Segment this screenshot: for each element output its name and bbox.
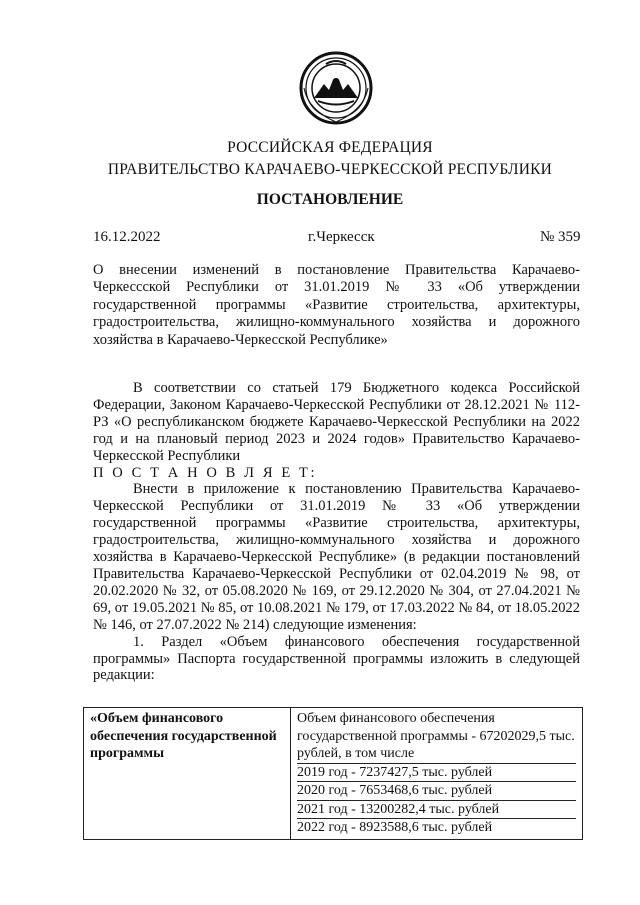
funding-2021-line: 2021 год - 13200282,4 тыс. рублей — [297, 801, 576, 820]
table-label-cell: «Объем финансового обеспечения государственной программы — [84, 708, 291, 840]
document-body — [93, 380, 580, 684]
country-heading: РОССИЙСКАЯ ФЕДЕРАЦИЯ — [227, 139, 433, 156]
table-value-cell — [291, 708, 583, 840]
funding-2022-line: 2022 год - 8923588,6 тыс. рублей — [297, 820, 493, 835]
document-date: 16.12.2022 — [93, 229, 161, 245]
coat-of-arms-icon — [298, 50, 374, 126]
funding-2020-line: 2020 год - 7653468,6 тыс. рублей — [297, 782, 576, 801]
total-funding-line: Объем финансового обеспечения государственной программы - 67202029,5 тыс. рублей, в том числе — [297, 710, 576, 764]
preamble-paragraph: В соответствии со статьей 179 Бюджетного кодекса Российской Федерации, Законом Карачаево-Черкесской Республики от 28.12.2021 № 112-РЗ «О республиканском бюджете Карачаево-Черкесской Республики на 2022 год и на плановый период 2023 и 2024 годов» Правительство Карачаево-Черкесской Республики — [93, 380, 580, 464]
decree-word: П О С Т А Н О В Л Я Е Т: — [93, 464, 318, 481]
government-heading: ПРАВИТЕЛЬСТВО КАРАЧАЕВО-ЧЕРКЕССКОЙ РЕСПУБЛИКИ — [107, 161, 553, 178]
document-title: ПОСТАНОВЛЕНИЕ — [256, 191, 404, 208]
table-row — [84, 708, 583, 840]
funding-2019-line: 2019 год - 7237427,5 тыс. рублей — [297, 764, 576, 783]
document-number: № 359 — [540, 229, 581, 245]
item-1-paragraph: 1. Раздел «Объем финансового обеспечения государственной программы» Паспорта государственной программы изложить в следующей редакции: — [93, 633, 580, 684]
document-city: г.Черкесск — [308, 229, 375, 245]
document-subject: О внесении изменений в постановление Правительства Карачаево-Черкессской Республики от 31.01.2019 № 33 «Об утверждении государственной программы «Развитие строительства, архитектуры, градостроительства, жилищно-коммунального хозяйства и дорожного хозяйства в Карачаево-Черкесской Республике» — [93, 262, 580, 348]
amendment-paragraph: Внести в приложение к постановлению Правительства Карачаево-Черкесской Республики от 31.01.2019 № 33 «Об утверждении государственной программы «Развитие строительства, архитектуры, градостроительства, жилищно-коммунального хозяйства и дорожного хозяйства в Карачаево-Черкесской Республике» (в редакции постановлений Правительства Карачаево-Черкесской Республики от 02.04.2019 № 98, от 20.02.2020 № 32, от 05.08.2020 № 169, от 29.12.2020 № 304, от 27.04.2021 № 69, от 19.05.2021 № 85, от 10.08.2021 № 179, от 17.03.2022 № 84, от 18.05.2022 № 146, от 27.07.2022 № 214) следующие изменения: — [93, 481, 580, 633]
financing-table — [83, 707, 583, 840]
